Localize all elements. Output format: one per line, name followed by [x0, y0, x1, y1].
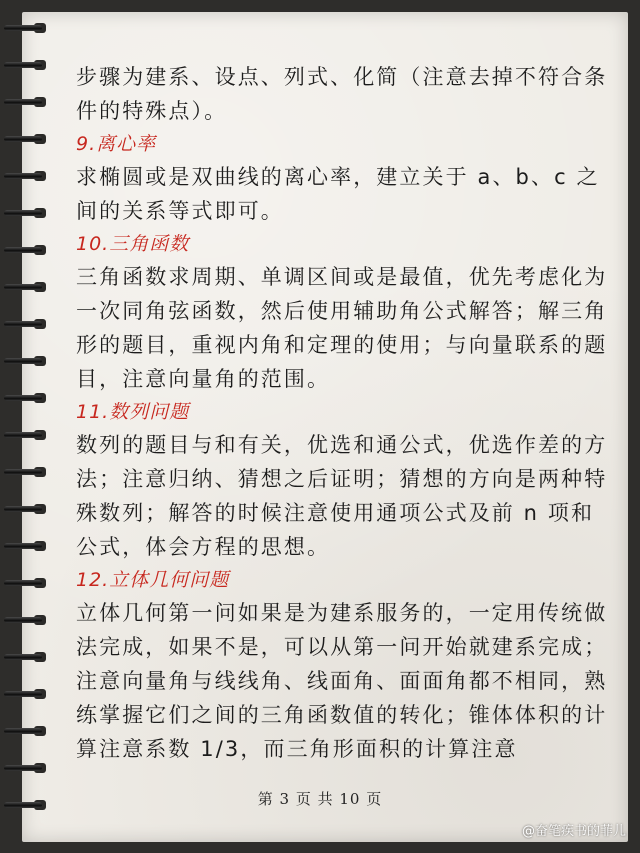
paragraph-eccentricity: 求椭圆或是双曲线的离心率，建立关于 a、b、c 之间的关系等式即可。: [76, 165, 600, 223]
binding-ring: [4, 651, 48, 663]
binding-wire: [4, 136, 42, 142]
heading-eccentricity: 9.离心率: [76, 133, 157, 155]
page-number-footer: 第 3 页 共 10 页: [257, 790, 383, 808]
binding-wire: [4, 321, 42, 327]
binding-wire: [4, 765, 42, 771]
binding-ring: [4, 614, 48, 626]
binding-wire: [4, 25, 42, 31]
binding-wire: [4, 691, 42, 697]
binding-ring: [4, 133, 48, 145]
binding-wire: [4, 284, 42, 290]
spiral-binding: [0, 0, 60, 853]
binding-wire: [4, 617, 42, 623]
binding-ring: [4, 466, 48, 478]
binding-ring: [4, 355, 48, 367]
binding-wire: [4, 506, 42, 512]
binding-wire: [4, 543, 42, 549]
binding-ring: [4, 22, 48, 34]
paragraph-trigonometric-functions: 三角函数求周期、单调区间或是最值，优先考虑化为一次同角弦函数，然后使用辅助角公式解答；解三角形的题目，重视内角和定理的使用；与向量联系的题目，注意向量角的范围。: [76, 265, 608, 391]
binding-ring: [4, 318, 48, 330]
binding-ring: [4, 429, 48, 441]
binding-wire: [4, 99, 42, 105]
heading-trigonometric-functions: 10.三角函数: [76, 233, 190, 255]
binding-ring: [4, 59, 48, 71]
binding-wire: [4, 173, 42, 179]
binding-ring: [4, 170, 48, 182]
binding-wire: [4, 432, 42, 438]
binding-ring: [4, 725, 48, 737]
binding-wire: [4, 210, 42, 216]
binding-ring: [4, 207, 48, 219]
binding-ring: [4, 96, 48, 108]
page-content: [76, 60, 612, 766]
binding-wire: [4, 654, 42, 660]
paragraph-locus-steps: 步骤为建系、设点、列式、化简（注意去掉不符合条件的特殊点）。: [76, 65, 608, 123]
binding-wire: [4, 247, 42, 253]
binding-ring: [4, 244, 48, 256]
binding-ring: [4, 577, 48, 589]
binding-wire: [4, 728, 42, 734]
binding-ring: [4, 503, 48, 515]
binding-ring: [4, 540, 48, 552]
author-watermark: @奋笔疾书的菲儿: [521, 824, 626, 839]
heading-solid-geometry: 12.立体几何问题: [76, 569, 230, 591]
binding-ring: [4, 688, 48, 700]
binding-wire: [4, 358, 42, 364]
paragraph-solid-geometry: 立体几何第一问如果是为建系服务的，一定用传统做法完成，如果不是，可以从第一问开始就建系完成；注意向量角与线线角、线面角、面面角都不相同，熟练掌握它们之间的三角函数值的转化；锥体体积的计算注意系数 1/3，而三角形面积的计算注意: [76, 601, 608, 761]
heading-sequence-problems: 11.数列问题: [76, 401, 190, 423]
binding-wire: [4, 580, 42, 586]
binding-ring: [4, 281, 48, 293]
binding-wire: [4, 395, 42, 401]
binding-wire: [4, 469, 42, 475]
binding-ring: [4, 762, 48, 774]
paragraph-sequence-problems: 数列的题目与和有关，优选和通公式，优选作差的方法；注意归纳、猜想之后证明；猜想的方向是两种特殊数列；解答的时候注意使用通项公式及前 n 项和公式，体会方程的思想。: [76, 433, 608, 559]
binding-ring: [4, 392, 48, 404]
binding-wire: [4, 62, 42, 68]
